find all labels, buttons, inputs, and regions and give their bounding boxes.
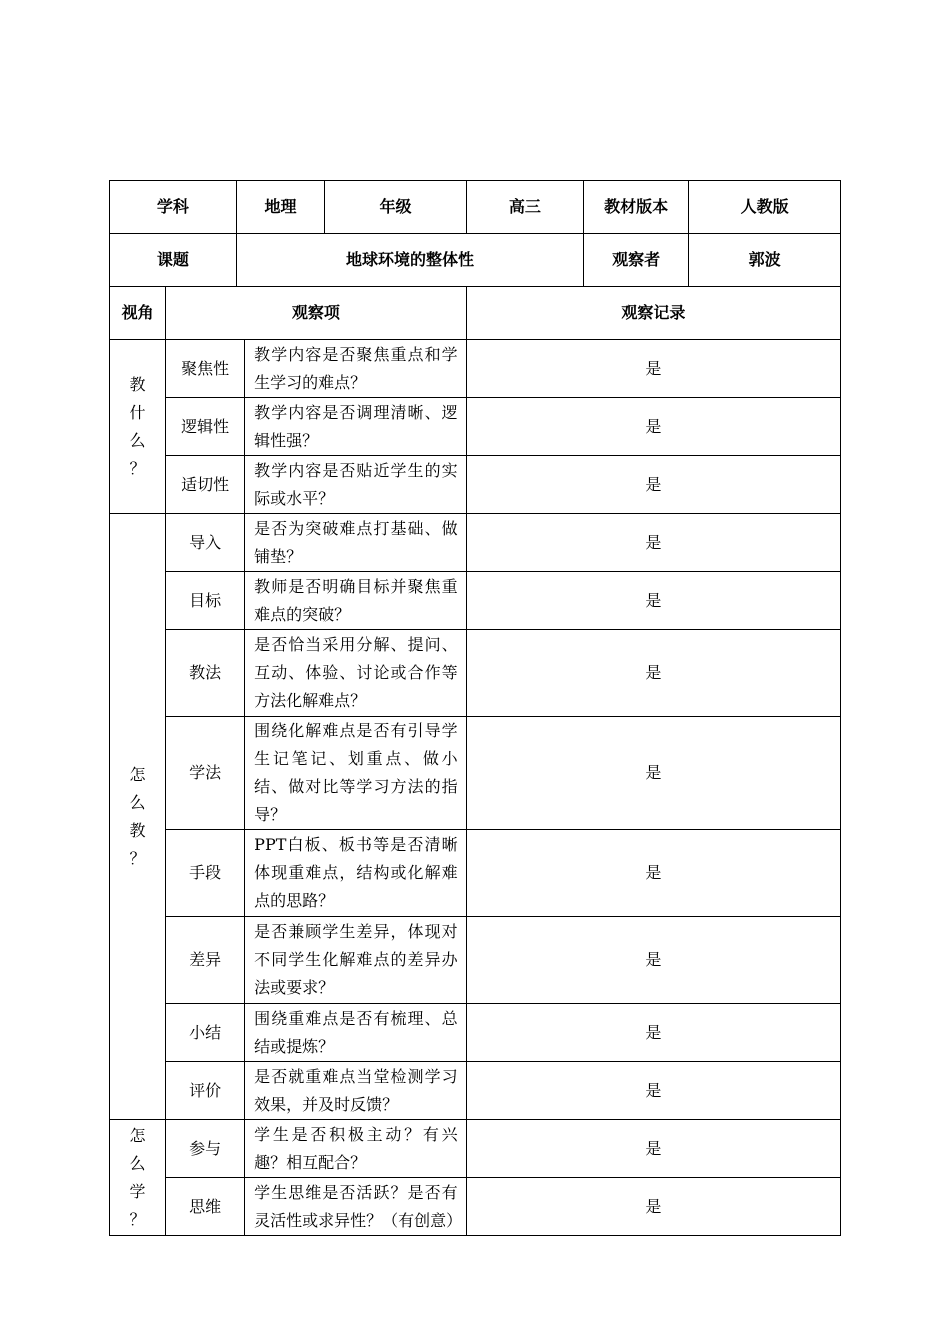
aspect-cell: 目标 bbox=[166, 572, 245, 630]
perspective-char: 么 bbox=[129, 792, 146, 812]
record-cell: 是 bbox=[466, 340, 840, 398]
aspect-cell: 聚焦性 bbox=[166, 340, 245, 398]
record-cell: 是 bbox=[466, 1120, 840, 1178]
edition-label: 教材版本 bbox=[584, 181, 689, 234]
perspective-cell bbox=[110, 514, 166, 1120]
perspective-char: 怎 bbox=[129, 764, 146, 784]
perspective-cell bbox=[110, 340, 166, 514]
topic-value: 地球环境的整体性 bbox=[236, 234, 583, 287]
header-row-columns bbox=[110, 287, 841, 340]
topic-label: 课题 bbox=[110, 234, 237, 287]
aspect-cell: 逻辑性 bbox=[166, 398, 245, 456]
question-cell: 教学内容是否贴近学生的实际或水平？ bbox=[245, 456, 466, 514]
record-cell: 是 bbox=[466, 1004, 840, 1062]
perspective-char: 么 bbox=[129, 430, 146, 450]
record-cell: 是 bbox=[466, 572, 840, 630]
record-label: 观察记录 bbox=[466, 287, 840, 340]
aspect-cell: 参与 bbox=[166, 1120, 245, 1178]
question-cell: 围绕化解难点是否有引导学生记笔记、划重点、做小结、做对比等学习方法的指导？ bbox=[245, 717, 466, 830]
subject-value: 地理 bbox=[236, 181, 324, 234]
table-row bbox=[110, 572, 841, 630]
perspective-label: 视角 bbox=[110, 287, 166, 340]
question-cell: PPT白板、板书等是否清晰体现重难点，结构或化解难点的思路？ bbox=[245, 830, 466, 917]
question-cell: 教学内容是否调理清晰、逻辑性强？ bbox=[245, 398, 466, 456]
question-cell: 教师是否明确目标并聚焦重难点的突破？ bbox=[245, 572, 466, 630]
observer-label: 观察者 bbox=[584, 234, 689, 287]
aspect-cell: 评价 bbox=[166, 1062, 245, 1120]
table-row bbox=[110, 1062, 841, 1120]
header-row-subject bbox=[110, 181, 841, 234]
perspective-char: 怎 bbox=[129, 1125, 146, 1145]
header-row-topic bbox=[110, 234, 841, 287]
grade-label: 年级 bbox=[325, 181, 466, 234]
table-row bbox=[110, 1120, 841, 1178]
table-row bbox=[110, 830, 841, 917]
perspective-char: ？ bbox=[129, 848, 146, 868]
question-cell: 围绕重难点是否有梳理、总结或提炼？ bbox=[245, 1004, 466, 1062]
record-cell: 是 bbox=[466, 514, 840, 572]
question-cell: 是否恰当采用分解、提问、互动、体验、讨论或合作等方法化解难点？ bbox=[245, 630, 466, 717]
aspect-cell: 教法 bbox=[166, 630, 245, 717]
grade-value: 高三 bbox=[466, 181, 583, 234]
subject-label: 学科 bbox=[110, 181, 237, 234]
aspect-cell: 学法 bbox=[166, 717, 245, 830]
perspective-char: 么 bbox=[129, 1153, 146, 1173]
table-row bbox=[110, 1178, 841, 1236]
table-row bbox=[110, 456, 841, 514]
question-cell: 学生是否积极主动？有兴趣？相互配合？ bbox=[245, 1120, 466, 1178]
item-label: 观察项 bbox=[166, 287, 467, 340]
perspective-char: 学 bbox=[129, 1181, 146, 1201]
table-row bbox=[110, 1004, 841, 1062]
record-cell: 是 bbox=[466, 830, 840, 917]
table-row bbox=[110, 630, 841, 717]
record-cell: 是 bbox=[466, 456, 840, 514]
record-cell: 是 bbox=[466, 1178, 840, 1236]
perspective-char: 教 bbox=[129, 374, 146, 394]
table-row bbox=[110, 340, 841, 398]
observer-value: 郭波 bbox=[689, 234, 841, 287]
table-row bbox=[110, 717, 841, 830]
perspective-char: ？ bbox=[129, 1209, 146, 1229]
table-row bbox=[110, 917, 841, 1004]
record-cell: 是 bbox=[466, 630, 840, 717]
aspect-cell: 思维 bbox=[166, 1178, 245, 1236]
table-row bbox=[110, 398, 841, 456]
aspect-cell: 手段 bbox=[166, 830, 245, 917]
record-cell: 是 bbox=[466, 717, 840, 830]
aspect-cell: 导入 bbox=[166, 514, 245, 572]
record-cell: 是 bbox=[466, 398, 840, 456]
perspective-cell bbox=[110, 1120, 166, 1236]
record-cell: 是 bbox=[466, 917, 840, 1004]
table-row bbox=[110, 514, 841, 572]
edition-value: 人教版 bbox=[689, 181, 841, 234]
perspective-char: 什 bbox=[129, 402, 146, 422]
record-cell: 是 bbox=[466, 1062, 840, 1120]
question-cell: 学生思维是否活跃？是否有灵活性或求异性？（有创意） bbox=[245, 1178, 466, 1236]
question-cell: 是否兼顾学生差异，体现对不同学生化解难点的差异办法或要求？ bbox=[245, 917, 466, 1004]
aspect-cell: 差异 bbox=[166, 917, 245, 1004]
perspective-char: 教 bbox=[129, 820, 146, 840]
perspective-char: ？ bbox=[129, 458, 146, 478]
question-cell: 教学内容是否聚焦重点和学生学习的难点？ bbox=[245, 340, 466, 398]
question-cell: 是否为突破难点打基础、做铺垫？ bbox=[245, 514, 466, 572]
aspect-cell: 适切性 bbox=[166, 456, 245, 514]
observation-table bbox=[109, 180, 841, 1236]
question-cell: 是否就重难点当堂检测学习效果，并及时反馈？ bbox=[245, 1062, 466, 1120]
aspect-cell: 小结 bbox=[166, 1004, 245, 1062]
